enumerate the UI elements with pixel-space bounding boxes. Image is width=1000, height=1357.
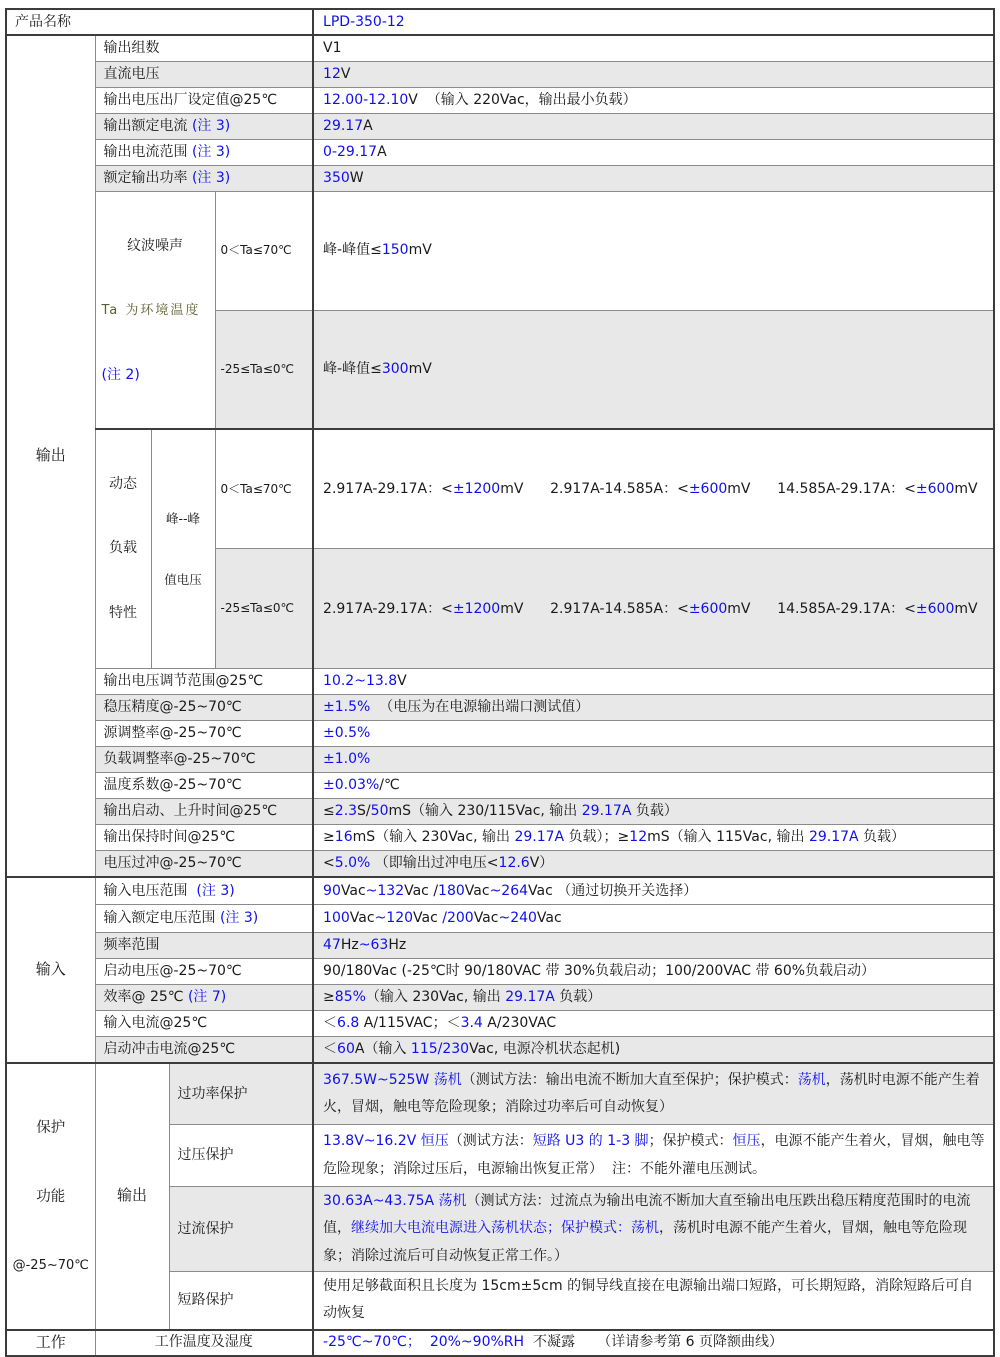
voltage-adjust-range-label: 输出电压调节范围@25℃ [95,669,313,695]
row-dc-voltage [6,61,994,87]
over-voltage-protection-label: 过压保护 [169,1125,313,1187]
row-input-voltage-range [6,877,994,905]
protection-label-line3: @-25~70℃ [12,1257,89,1273]
rated-current-value: 29.17A [313,113,994,139]
output-groups-value: V1 [313,35,994,61]
startup-rise-time-value: ≤2.3S/50mS（输入 230/115Vac, 输出 29.17A 负载） [313,799,994,825]
row-input-current [6,1011,994,1037]
factory-set-voltage-value: 12.00-12.10V （输入 220Vac，输出最小负载） [313,87,994,113]
product-name-value: LPD-350-12 [313,9,994,35]
input-voltage-range-label: 输入电压范围 (注 3) [95,877,313,905]
row-voltage-overshoot [6,851,994,877]
protection-label-line1: 保护 [36,1119,66,1136]
row-startup-rise-time [6,799,994,825]
line-regulation-label: 源调整率@-25~70℃ [95,721,313,747]
rated-power-value: 350W [313,165,994,191]
row-rated-power [6,165,994,191]
dc-voltage-label: 直流电压 [95,61,313,87]
temp-coefficient-label: 温度系数@-25~70℃ [95,773,313,799]
row-ripple-noise-high [6,191,994,310]
operating-temp-humidity-value: -25℃~70℃； 20%~90%RH 不凝露 （详请参考第 6 页降额曲线） [313,1330,994,1356]
dynamic-load-line2: 负载 [109,540,137,557]
row-line-regulation [6,721,994,747]
operating-temp-humidity-label: 工作温度及湿度 [95,1330,313,1356]
regulation-accuracy-value: ±1.5% （电压为在电源输出端口测试值） [313,695,994,721]
dynamic-temp-high-label: 0＜Ta≤70℃ [215,429,313,549]
voltage-overshoot-label: 电压过冲@-25~70℃ [95,851,313,877]
section-protection-output-label: 输出 [95,1063,169,1330]
over-current-protection-value: 30.63A~43.75A 荡机（测试方法：过流点为输出电流不断加大直至输出电压跌出稳压精度范围时的电流值，继续加大电流电源进入荡机状态；保护模式：荡机，荡机时电源不能产生着火，冒烟，触电等危险现象；消除过流后可自动恢复正常工作。） [313,1187,994,1272]
row-input-rated-voltage-range [6,905,994,933]
ripple-value-high: 峰-峰值≤150mV [313,191,994,310]
current-range-value: 0-29.17A [313,139,994,165]
line-regulation-value: ±0.5% [313,721,994,747]
voltage-overshoot-value: <5.0% （即输出过冲电压<12.6V） [313,851,994,877]
input-current-label: 输入电流@25℃ [95,1011,313,1037]
voltage-adjust-range-value: 10.2~13.8V [313,669,994,695]
row-dynamic-load-high [6,429,994,549]
section-protection-label [6,1063,95,1330]
startup-voltage-value: 90/180Vac (-25℃时 90/180VAC 带 30%负载启动；100/200VAC 带 60%负载启动） [313,959,994,985]
product-name-label: 产品名称 [6,9,313,35]
row-operating-temp-humidity [6,1330,994,1356]
hold-up-time-value: ≥16mS（输入 230Vac, 输出 29.17A 负载）；≥12mS（输入 115Vac, 输出 29.17A 负载） [313,825,994,851]
regulation-accuracy-label: 稳压精度@-25~70℃ [95,695,313,721]
row-product-name [6,9,994,35]
frequency-range-value: 47Hz~63Hz [313,933,994,959]
load-regulation-label: 负载调整率@-25~70℃ [95,747,313,773]
input-rated-voltage-range-label: 输入额定电压范围 (注 3) [95,905,313,933]
row-voltage-adjust-range [6,669,994,695]
ripple-noise-ta-note: Ta 为环境温度 [101,302,201,318]
inrush-current-label: 启动冲击电流@25℃ [95,1037,313,1063]
row-over-power-protection [6,1063,994,1125]
spec-table [5,8,995,1357]
row-regulation-accuracy [6,695,994,721]
row-rated-current [6,113,994,139]
output-groups-label: 输出组数 [95,35,313,61]
section-output-label: 输出 [6,35,95,877]
over-power-protection-value: 367.5W~525W 荡机（测试方法：输出电流不断加大直至保护；保护模式：荡机，荡机时电源不能产生着火，冒烟，触电等危险现象；消除过功率后可自动恢复） [313,1063,994,1125]
ripple-noise-label [95,191,215,429]
rated-current-label: 输出额定电流 (注 3) [95,113,313,139]
dynamic-temp-low-label: -25≤Ta≤0℃ [215,549,313,669]
dynamic-load-line3: 特性 [109,604,137,621]
dynamic-value-low: 2.917A-29.17A：<±1200mV 2.917A-14.585A：<±600mV 14.585A-29.17A：<±600mV [313,549,994,669]
ripple-noise-title: 纹波噪声 [127,238,183,255]
peak-peak-line1: 峰--峰 [165,510,201,526]
row-hold-up-time [6,825,994,851]
row-efficiency [6,985,994,1011]
row-frequency-range [6,933,994,959]
frequency-range-label: 频率范围 [95,933,313,959]
row-factory-set-voltage [6,87,994,113]
input-rated-voltage-range-value: 100Vac~120Vac /200Vac~240Vac [313,905,994,933]
over-power-protection-label: 过功率保护 [169,1063,313,1125]
input-voltage-range-value: 90Vac~132Vac /180Vac~264Vac （通过切换开关选择） [313,877,994,905]
startup-voltage-label: 启动电压@-25~70℃ [95,959,313,985]
ripple-temp-high-label: 0＜Ta≤70℃ [215,191,313,310]
over-voltage-protection-value: 13.8V~16.2V 恒压（测试方法：短路 U3 的 1-3 脚；保护模式：恒压，电源不能产生着火，冒烟，触电等危险现象；消除过压后，电源输出恢复正常） 注：不能外灌电压测试。 [313,1125,994,1187]
section-input-label: 输入 [6,877,95,1063]
ripple-value-low: 峰-峰值≤300mV [313,310,994,429]
ripple-noise-note2: (注 2) [101,367,140,384]
current-range-label: 输出电流范围 (注 3) [95,139,313,165]
protection-label-line2: 功能 [36,1189,66,1206]
input-current-value: ＜6.8 A/115VAC；＜3.4 A/230VAC [313,1011,994,1037]
dynamic-load-line1: 动态 [109,475,137,492]
inrush-current-value: ＜60A（输入 115/230Vac, 电源冷机状态起机) [313,1037,994,1063]
rated-power-label: 额定输出功率 (注 3) [95,165,313,191]
over-current-protection-label: 过流保护 [169,1187,313,1272]
row-temp-coefficient [6,773,994,799]
row-load-regulation [6,747,994,773]
peak-peak-voltage-label [151,429,215,668]
load-regulation-value: ±1.0% [313,747,994,773]
short-circuit-protection-value: 使用足够截面积且长度为 15cm±5cm 的铜导线直接在电源输出端口短路，可长期短路，消除短路后可自动恢复 [313,1271,994,1329]
efficiency-value: ≥85%（输入 230Vac, 输出 29.17A 负载） [313,985,994,1011]
temp-coefficient-value: ±0.03%/℃ [313,773,994,799]
dc-voltage-value: 12V [313,61,994,87]
hold-up-time-label: 输出保持时间@25℃ [95,825,313,851]
row-output-groups [6,35,994,61]
factory-set-voltage-label: 输出电压出厂设定值@25℃ [95,87,313,113]
dynamic-load-label [95,429,151,668]
row-startup-voltage [6,959,994,985]
efficiency-label: 效率@ 25℃ (注 7) [95,985,313,1011]
row-current-range [6,139,994,165]
section-work-label: 工作 [6,1330,95,1356]
row-inrush-current [6,1037,994,1063]
dynamic-value-high: 2.917A-29.17A：<±1200mV 2.917A-14.585A：<±600mV 14.585A-29.17A：<±600mV [313,429,994,549]
startup-rise-time-label: 输出启动、上升时间@25℃ [95,799,313,825]
short-circuit-protection-label: 短路保护 [169,1271,313,1329]
ripple-temp-low-label: -25≤Ta≤0℃ [215,310,313,429]
peak-peak-line2: 值电压 [164,572,202,588]
